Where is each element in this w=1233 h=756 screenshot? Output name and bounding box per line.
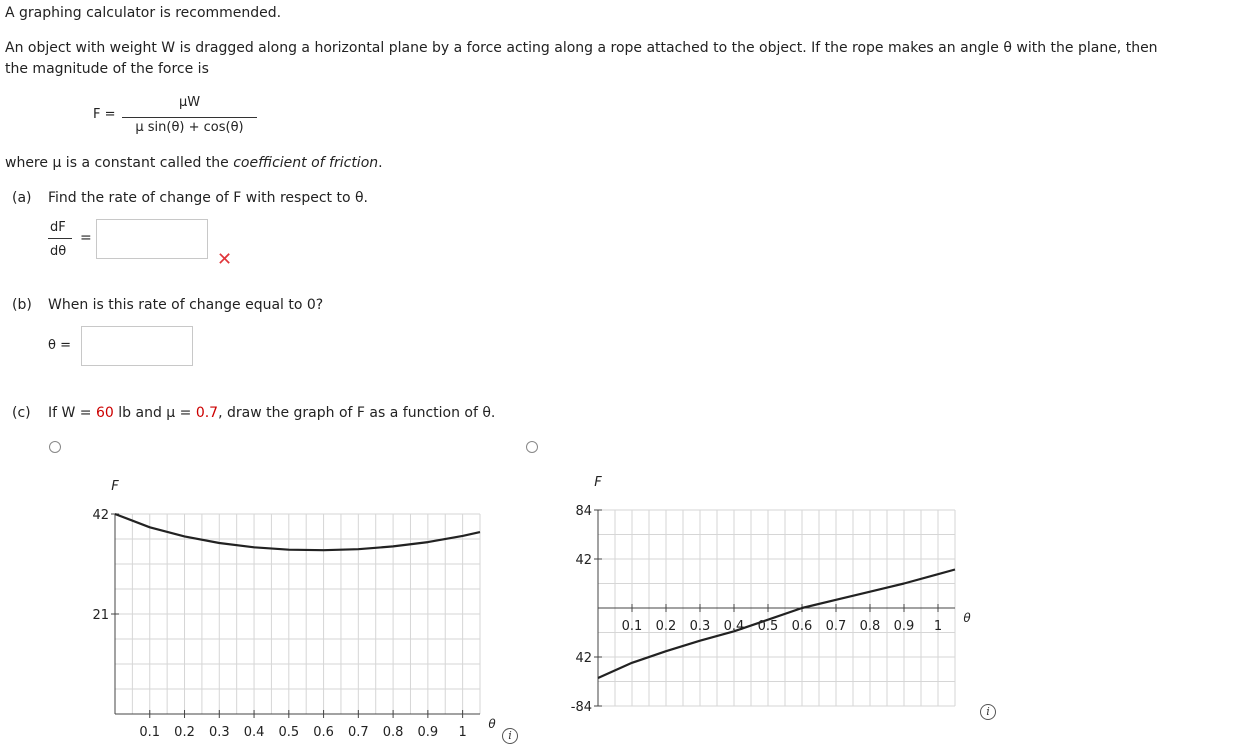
y-tick-label: 84 xyxy=(575,504,592,519)
y-tick-label: 42 xyxy=(92,508,109,523)
derivative-fraction-bar xyxy=(48,238,72,239)
x-tick-label: 0.5 xyxy=(278,725,300,740)
x-tick-label: 0.3 xyxy=(689,619,711,634)
part-b-answer-input[interactable] xyxy=(81,326,193,366)
part-c-label: (c) xyxy=(12,405,31,421)
graph-option-2-chart xyxy=(555,465,975,725)
weight-value: 60 xyxy=(95,405,114,421)
x-tick-label: 1 xyxy=(933,619,943,634)
graph-option-1-chart xyxy=(80,465,520,750)
formula-fraction-bar xyxy=(122,117,257,118)
x-tick-label: 0.9 xyxy=(417,725,439,740)
info-icon[interactable]: i xyxy=(980,704,996,720)
part-a-equals: = xyxy=(80,230,92,246)
part-c-q-pre: If W = xyxy=(48,405,96,421)
part-a-question: Find the rate of change of F with respect to θ. xyxy=(48,190,368,206)
x-tick-label: 0.6 xyxy=(791,619,813,634)
part-a-answer-input[interactable] xyxy=(96,219,208,259)
x-tick-label: 0.7 xyxy=(347,725,369,740)
derivative-numerator: dF xyxy=(50,220,66,235)
y-tick-label: 42 xyxy=(575,651,592,666)
graph-option-2-radio[interactable] xyxy=(526,441,538,453)
problem-line-2: the magnitude of the force is xyxy=(5,61,209,77)
x-tick-label: 0.1 xyxy=(139,725,161,740)
x-tick-label: 0.7 xyxy=(825,619,847,634)
graph-option-1-radio[interactable] xyxy=(49,441,61,453)
x-tick-label: 0.8 xyxy=(382,725,404,740)
x-tick-label: 0.1 xyxy=(621,619,643,634)
mu-value: 0.7 xyxy=(195,405,219,421)
y-axis-label: F xyxy=(594,475,602,490)
x-axis-label: θ xyxy=(488,717,496,731)
problem-line-1: An object with weight W is dragged along a horizontal plane by a force acting along a rope attached to the object. If the rope makes an angle θ with the plane, then xyxy=(5,40,1158,56)
incorrect-icon: ✕ xyxy=(217,249,233,270)
y-tick-label: 42 xyxy=(575,553,592,568)
where-text xyxy=(5,155,383,171)
x-tick-label: 0.2 xyxy=(174,725,195,740)
formula-numerator: μW xyxy=(178,95,201,110)
derivative-denominator: dθ xyxy=(50,244,67,259)
x-tick-label: 0.6 xyxy=(313,725,334,740)
formula-lhs: F = xyxy=(93,107,116,122)
x-tick-label: 0.9 xyxy=(893,619,915,634)
x-tick-label: 0.4 xyxy=(723,619,745,634)
part-b-lhs: θ = xyxy=(48,338,71,353)
series-line xyxy=(115,514,480,550)
intro-text: A graphing calculator is recommended. xyxy=(5,5,282,21)
part-b-label: (b) xyxy=(12,297,32,313)
part-b-question: When is this rate of change equal to 0? xyxy=(48,297,324,313)
x-tick-label: 0.2 xyxy=(655,619,677,634)
x-axis-label: θ xyxy=(963,611,971,625)
x-tick-label: 0.4 xyxy=(243,725,265,740)
part-c-q-mid: lb and μ = xyxy=(113,405,196,421)
y-axis-label: F xyxy=(111,479,119,494)
info-icon[interactable]: i xyxy=(502,728,518,744)
x-tick-label: 1 xyxy=(458,725,467,740)
x-tick-label: 0.8 xyxy=(859,619,881,634)
part-c-q-post: , draw the graph of F as a function of θ. xyxy=(218,405,496,421)
where-suffix: . xyxy=(378,155,383,171)
part-c-question xyxy=(48,405,495,421)
x-tick-label: 0.5 xyxy=(757,619,779,634)
formula-denominator: μ sin(θ) + cos(θ) xyxy=(135,120,244,135)
part-a-label: (a) xyxy=(12,190,32,206)
x-tick-label: 0.3 xyxy=(208,725,230,740)
where-prefix: where μ is a constant called the xyxy=(5,155,234,171)
y-tick-label: -84 xyxy=(570,700,592,715)
where-term: coefficient of friction xyxy=(233,155,379,171)
y-tick-label: 21 xyxy=(92,608,109,623)
